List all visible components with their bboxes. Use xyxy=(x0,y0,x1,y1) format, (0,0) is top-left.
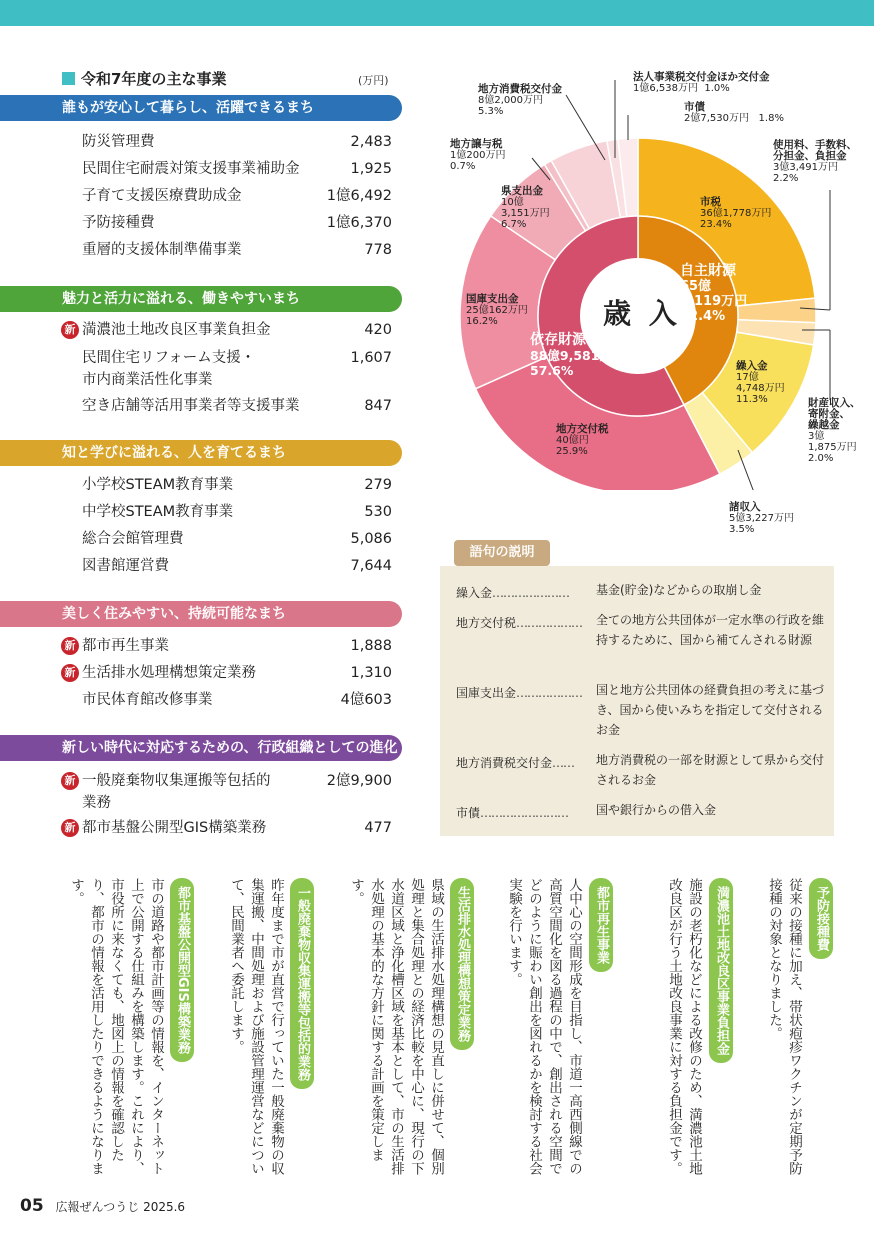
label-kokko xyxy=(466,294,528,327)
item-value: 530 xyxy=(364,504,392,520)
label-amount: 1億6,538万円 xyxy=(633,83,698,94)
label-amount: 40億円 xyxy=(556,435,589,446)
label-amount: 36億1,778万円 xyxy=(700,208,772,219)
label-amount: 1,875万円 xyxy=(808,442,857,453)
list-item xyxy=(0,345,400,393)
label-shisai xyxy=(684,102,784,124)
label-amount: 5億3,227万円 xyxy=(729,513,794,524)
label-amount: 8億2,000万円 xyxy=(478,95,543,106)
section-banner-1: 誰もが安心して暮らし、活躍できるまち xyxy=(0,95,402,121)
term-text: 市債 xyxy=(456,806,481,820)
note-body-2: 施設の老朽化などによる改修のため、満濃池土地改良区が行う土地改良事業に対する負担金です。 xyxy=(666,878,702,1175)
item-name-cont: 業務 xyxy=(82,795,111,811)
new-badge: 新 xyxy=(61,819,79,837)
item-name: 都市基盤公開型GIS構築業務 xyxy=(82,820,267,836)
note-body-6: 市の道路や都市計画等の情報を、インターネット上で公開する仕組みを構築します。これにより、市役所に来なくても、地図上の情報を確認したり、都市の情報を活用したりできるようになります。 xyxy=(68,878,164,1175)
item-name: 民間住宅耐震対策支援事業補助金 xyxy=(82,161,300,177)
label-name: 市税 xyxy=(700,196,721,208)
term-dots: …………………… xyxy=(480,806,569,820)
label-amount: 25億162万円 xyxy=(466,305,528,316)
glossary-desc: 全ての地方公共団体が一定水準の行政を維持するために、国から補てんされる財源 xyxy=(596,613,825,647)
note-head-2: 満濃池土地改良区事業負担金 xyxy=(709,878,733,1063)
item-name: 中学校STEAM教育事業 xyxy=(82,504,234,520)
term-text: 地方交付税 xyxy=(456,616,517,630)
jishu-name: 自主財源 xyxy=(680,263,736,279)
izon-name: 依存財源 xyxy=(530,332,586,348)
jishu-amount: 65億 xyxy=(680,279,712,294)
item-value: 1,925 xyxy=(350,161,392,177)
label-pct: 16.2% xyxy=(466,316,498,327)
glossary-desc: 地方消費税の一部を財源として県から交付されるお金 xyxy=(596,753,825,787)
item-value: 1,607 xyxy=(350,350,392,366)
label-houjin xyxy=(633,72,770,94)
label-name: 繰入金 xyxy=(736,360,768,372)
term-text: 繰入金 xyxy=(456,586,493,600)
term-dots: …… xyxy=(552,756,575,770)
item-name: 小学校STEAM教育事業 xyxy=(82,477,234,493)
label-pct: 5.3% xyxy=(478,106,504,117)
item-value: 2,483 xyxy=(350,134,392,150)
item-name: 空き店舗等活用事業者等支援事業 xyxy=(82,398,300,414)
label-pct: 6.7% xyxy=(501,219,527,230)
label-ken xyxy=(501,186,550,230)
term-text: 地方消費税交付金 xyxy=(456,756,553,770)
label-name: 財産収入、 xyxy=(808,397,861,409)
label-name: 県支出金 xyxy=(501,185,543,197)
jishu-label xyxy=(680,264,747,324)
list-item xyxy=(0,768,400,816)
section-banner-4: 美しく住みやすい、持続可能なまち xyxy=(0,601,402,627)
label-amount: 17億 xyxy=(736,372,759,383)
label-chiho-shohizei xyxy=(478,84,562,117)
item-value: 279 xyxy=(364,477,392,493)
glossary-term xyxy=(456,584,569,601)
label-pct: 1.0% xyxy=(704,83,730,94)
label-shoshunyu xyxy=(729,502,794,535)
item-value: 7,644 xyxy=(350,558,392,574)
label-pct: 1.8% xyxy=(758,113,784,124)
label-pct: 23.4% xyxy=(700,219,732,230)
glossary-desc: 基金(貯金)などからの取崩し金 xyxy=(596,583,762,597)
chart-center-title: 歳 入 xyxy=(603,297,681,330)
label-amount: 3,151万円 xyxy=(501,208,550,219)
label-amount: 3億 xyxy=(808,431,825,442)
page-footer xyxy=(20,1196,185,1216)
projects-title-text: 令和7年度の主な事業 xyxy=(81,70,227,88)
item-value: 1億6,492 xyxy=(326,188,392,204)
new-badge: 新 xyxy=(61,637,79,655)
label-pct: 2.2% xyxy=(773,173,799,184)
item-name: 総合会館管理費 xyxy=(82,531,184,547)
item-value: 477 xyxy=(364,820,392,836)
top-accent-bar xyxy=(0,0,874,26)
item-name: 満濃池土地改良区事業負担金 xyxy=(82,322,271,338)
label-amount: 1億200万円 xyxy=(450,150,506,161)
new-badge: 新 xyxy=(61,772,79,790)
label-amount: 4,748万円 xyxy=(736,383,785,394)
label-kurii xyxy=(736,361,785,405)
revenue-donut-chart xyxy=(420,60,840,490)
glossary-desc: 国や銀行からの借入金 xyxy=(596,803,717,817)
label-name: 地方消費税交付金 xyxy=(478,83,562,95)
izon-pct: 57.6% xyxy=(530,363,574,378)
jishu-amount: 5,119万円 xyxy=(680,294,748,309)
label-pct: 0.7% xyxy=(450,161,476,172)
label-joyozei xyxy=(450,139,505,172)
label-pct: 3.5% xyxy=(729,524,755,535)
item-name-cont: 市内商業活性化事業 xyxy=(82,372,213,388)
note-body-1: 従来の接種に加え、帯状疱疹ワクチンが定期予防接種の対象となりました。 xyxy=(766,878,802,1175)
label-shizei xyxy=(700,197,771,230)
section-banner-2: 魅力と活力に溢れる、働きやすいまち xyxy=(0,286,402,312)
glossary-term xyxy=(456,804,568,821)
label-name: 分担金、負担金 xyxy=(773,150,847,162)
item-value: 778 xyxy=(364,242,392,258)
label-name: 寄附金、 xyxy=(808,408,850,420)
label-amount: 10億 xyxy=(501,197,524,208)
item-name: 民間住宅リフォーム支援・ xyxy=(82,350,256,366)
item-value: 420 xyxy=(364,322,392,338)
label-shiyoryo xyxy=(773,140,857,184)
label-name: 地方譲与税 xyxy=(450,138,503,150)
label-name: 国庫支出金 xyxy=(466,293,519,305)
item-value: 4億603 xyxy=(340,692,392,708)
label-name: 市債 xyxy=(684,101,705,113)
glossary-desc: 国と地方公共団体の経費負担の考えに基づき、国から使いみちを指定して交付されるお金 xyxy=(596,683,825,737)
note-body-3: 人中心の空間形成を目指し、市道一高西側線での高質空間化を図る過程の中で、創出される空間でどのように賑わい創出を図れるかを検討する社会実験を行います。 xyxy=(506,878,582,1175)
item-name: 重層的支援体制準備事業 xyxy=(82,242,242,258)
note-head-6: 都市基盤公開型GIS構築業務 xyxy=(170,878,194,1062)
label-name: 地方交付税 xyxy=(556,423,609,435)
term-text: 国庫支出金 xyxy=(456,686,517,700)
item-name: 都市再生事業 xyxy=(82,638,169,654)
glossary-title: 語句の説明 xyxy=(454,540,550,566)
glossary-term xyxy=(456,754,574,771)
item-value: 1億6,370 xyxy=(326,215,392,231)
label-name: 諸収入 xyxy=(729,501,761,513)
item-name: 予防接種費 xyxy=(82,215,155,231)
item-value: 847 xyxy=(364,398,392,414)
label-amount: 2億7,530万円 xyxy=(684,113,749,124)
item-name: 市民体育館改修事業 xyxy=(82,692,213,708)
note-head-5: 一般廃棄物収集運搬等包括的業務 xyxy=(290,878,314,1089)
title-square-icon xyxy=(62,72,75,85)
item-value: 5,086 xyxy=(350,531,392,547)
publication-name: 広報ぜんつうじ 2025.6 xyxy=(55,1200,186,1214)
item-name: 図書館運営費 xyxy=(82,558,169,574)
note-body-5: 昨年度まで市が直営で行っていた一般廃棄物の収集運搬、中間処理および施設管理運営などについて、民間業者へ委託します。 xyxy=(228,878,284,1175)
note-head-1: 予防接種費 xyxy=(809,878,833,959)
term-dots: ……………… xyxy=(516,616,583,630)
note-body-4: 県域の生活排水処理構想の見直しに併せて、個別処理と集合処理との経済比較を中心に、現行の下水道区域と浄化槽区域を基本として、市の生活排水処理の基本的な方針に関する計画を策定します。 xyxy=(348,878,444,1175)
new-badge: 新 xyxy=(61,664,79,682)
item-name: 防災管理費 xyxy=(82,134,155,150)
label-name: 使用料、手数料、 xyxy=(773,139,857,151)
unit-label: (万円) xyxy=(358,74,389,87)
label-name: 繰越金 xyxy=(808,419,840,431)
label-amount: 3億3,491万円 xyxy=(773,162,838,173)
term-dots: ……………… xyxy=(516,686,583,700)
item-value: 1,310 xyxy=(350,665,392,681)
glossary-term xyxy=(456,684,582,701)
term-dots: ………………… xyxy=(492,586,570,600)
section-banner-5: 新しい時代に対応するための、行政組織としての進化 xyxy=(0,735,402,761)
label-kofuzei xyxy=(556,424,609,457)
label-pct: 2.0% xyxy=(808,453,834,464)
izon-label xyxy=(530,332,624,378)
label-pct: 11.3% xyxy=(736,394,768,405)
note-head-4: 生活排水処理構想策定業務 xyxy=(450,878,474,1050)
new-badge: 新 xyxy=(61,321,79,339)
item-value: 2億9,900 xyxy=(326,773,392,789)
item-name: 一般廃棄物収集運搬等包括的 xyxy=(82,773,271,789)
item-value: 1,888 xyxy=(350,638,392,654)
label-pct: 25.9% xyxy=(556,446,588,457)
section-banner-3: 知と学びに溢れる、人を育てるまち xyxy=(0,440,402,466)
jishu-pct: 42.4% xyxy=(680,309,726,324)
page-number: 05 xyxy=(20,1196,44,1216)
note-head-3: 都市再生事業 xyxy=(589,878,613,972)
label-name: 法人事業税交付金ほか交付金 xyxy=(633,71,770,83)
item-name: 子育て支援医療費助成金 xyxy=(82,188,242,204)
glossary-term xyxy=(456,614,582,631)
izon-amount: 88億9,581万円 xyxy=(530,348,625,363)
item-name: 生活排水処理構想策定業務 xyxy=(82,665,256,681)
label-zaisan xyxy=(808,398,861,464)
projects-title xyxy=(62,68,226,89)
